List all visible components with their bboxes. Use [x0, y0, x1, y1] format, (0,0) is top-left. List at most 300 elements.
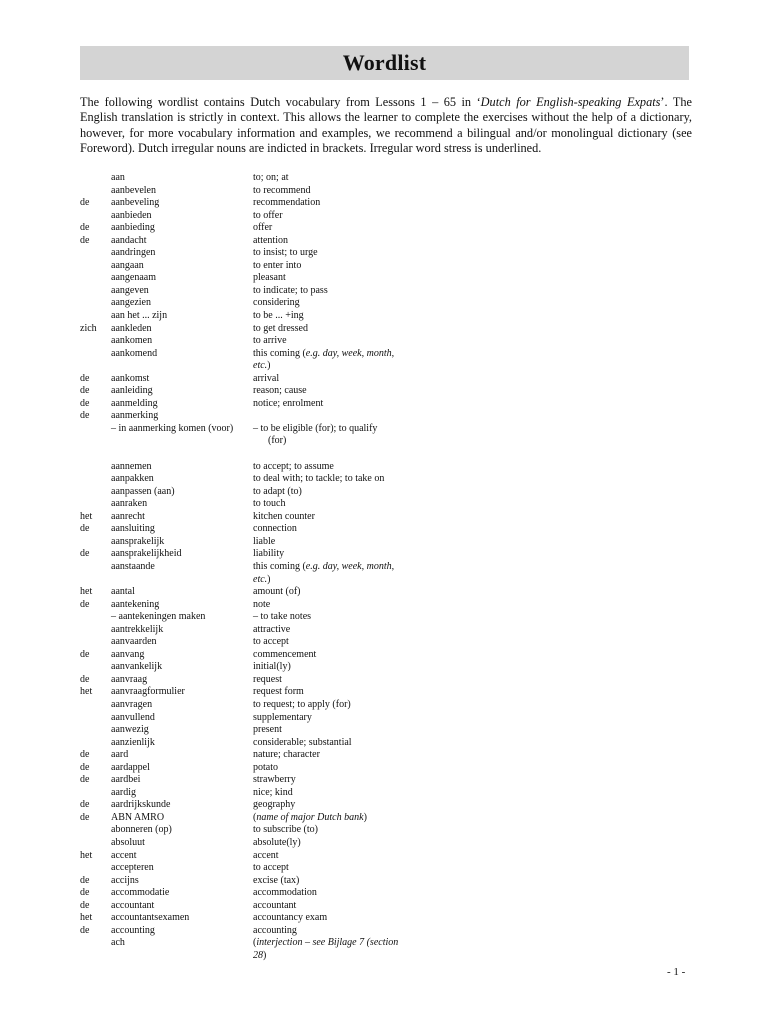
- translation-text: to accept: [253, 862, 289, 874]
- entry-translation: [253, 285, 413, 298]
- entry-article: [80, 724, 111, 737]
- entry-word: accountantsexamen: [111, 912, 190, 924]
- wordlist-entry: [80, 712, 700, 725]
- wordlist-entry: [80, 185, 700, 198]
- entry-translation: [253, 548, 413, 561]
- entry-article: [80, 737, 111, 750]
- wordlist-entry-continuation: [80, 574, 700, 587]
- entry-word: aanvraag: [111, 673, 148, 685]
- translation-text: note: [253, 598, 271, 610]
- wordlist-entry: [80, 323, 700, 336]
- wordlist-entry: [80, 824, 700, 837]
- wordlist-entry: [80, 335, 700, 348]
- entry-article: [80, 699, 111, 712]
- entry-article: [80, 636, 111, 649]
- translation-text: commencement: [253, 648, 317, 660]
- entry-translation: [253, 410, 413, 423]
- entry-translation: [253, 762, 413, 775]
- translation-italic: name of major Dutch bank: [256, 811, 364, 823]
- entry-translation-continued: [253, 950, 413, 963]
- translation-italic: etc.: [253, 360, 268, 372]
- entry-word: – aantekeningen maken: [111, 611, 206, 623]
- wordlist-entry: [80, 787, 700, 800]
- entry-article: [80, 486, 111, 499]
- entry-article: de: [80, 899, 90, 911]
- entry-translation: [253, 812, 413, 825]
- wordlist-entry: [80, 925, 700, 938]
- wordlist-entry: [80, 548, 700, 561]
- entry-word: aansprakelijk: [111, 535, 165, 547]
- entry-translation: [253, 674, 413, 687]
- entry-word: aanbevelen: [111, 184, 156, 196]
- wordlist-entry: [80, 272, 700, 285]
- translation-end: ): [263, 949, 267, 961]
- entry-word: aantrekkelijk: [111, 623, 164, 635]
- entry-translation: [253, 686, 413, 699]
- translation-text: nice; kind: [253, 786, 293, 798]
- translation-text: accountant: [253, 899, 297, 911]
- wordlist-entry: [80, 887, 700, 900]
- entry-article: [80, 824, 111, 837]
- wordlist-entry: [80, 661, 700, 674]
- wordlist-entry: [80, 222, 700, 235]
- translation-text: to subscribe (to): [253, 824, 318, 836]
- entry-translation: [253, 712, 413, 725]
- entry-translation: [253, 210, 413, 223]
- entry-translation: [253, 699, 413, 712]
- entry-translation: [253, 235, 413, 248]
- entry-article: [80, 285, 111, 298]
- wordlist-entry: [80, 373, 700, 386]
- entry-article: het: [80, 510, 93, 522]
- wordlist-entry: [80, 875, 700, 888]
- entry-word-blank: [111, 435, 253, 448]
- translation-text: considerable; substantial: [253, 736, 352, 748]
- wordlist-entry: [80, 799, 700, 812]
- translation-text: present: [253, 724, 282, 736]
- translation-end: ): [267, 573, 271, 585]
- entry-word: aanzienlijk: [111, 736, 155, 748]
- page-title: Wordlist: [342, 50, 427, 75]
- entry-word: aanvraagformulier: [111, 686, 185, 698]
- translation-text: – to take notes: [253, 611, 312, 623]
- entry-article: [80, 335, 111, 348]
- entry-word: aanmelding: [111, 397, 158, 409]
- entry-translation: [253, 423, 413, 436]
- entry-translation: [253, 749, 413, 762]
- translation-text: amount (of): [253, 586, 301, 598]
- entry-translation: [253, 172, 413, 185]
- entry-translation: [253, 875, 413, 888]
- entry-word: ach: [111, 937, 125, 949]
- entry-word: aanmerking: [111, 410, 159, 422]
- entry-word: accommodatie: [111, 887, 170, 899]
- wordlist: [80, 172, 700, 962]
- entry-word: aanbeveling: [111, 197, 160, 209]
- wordlist-entry: [80, 674, 700, 687]
- entry-translation: [253, 498, 413, 511]
- translation-text: to enter into: [253, 259, 302, 271]
- entry-translation: [253, 636, 413, 649]
- translation-text: to insist; to urge: [253, 247, 318, 259]
- entry-article: de: [80, 385, 90, 397]
- translation-end: ): [363, 811, 367, 823]
- wordlist-entry: [80, 749, 700, 762]
- wordlist-entry-continuation: [80, 360, 700, 373]
- translation-text: connection: [253, 523, 297, 535]
- entry-translation: [253, 850, 413, 863]
- entry-translation: [253, 787, 413, 800]
- entry-translation: [253, 511, 413, 524]
- wordlist-entry: [80, 410, 700, 423]
- entry-translation: [253, 348, 413, 361]
- entry-article: de: [80, 372, 90, 384]
- entry-translation: [253, 737, 413, 750]
- entry-translation: [253, 536, 413, 549]
- entry-word: aangezien: [111, 297, 151, 309]
- entry-word: aansprakelijkheid: [111, 548, 182, 560]
- wordlist-entry: [80, 461, 700, 474]
- entry-article-blank: [80, 435, 111, 448]
- wordlist-entry: [80, 210, 700, 223]
- translation-text: recommendation: [253, 197, 321, 209]
- wordlist-entry: [80, 686, 700, 699]
- entry-word: aardig: [111, 786, 136, 798]
- entry-article: [80, 937, 111, 950]
- entry-article: de: [80, 799, 90, 811]
- entry-translation: [253, 799, 413, 812]
- translation-text: to offer: [253, 209, 283, 221]
- entry-translation: [253, 837, 413, 850]
- translation-text: accommodation: [253, 887, 317, 899]
- entry-word-blank: [111, 950, 253, 963]
- entry-word: aankomst: [111, 372, 150, 384]
- entry-translation: [253, 373, 413, 386]
- entry-article: [80, 561, 111, 574]
- entry-article: [80, 536, 111, 549]
- entry-translation-continued: [253, 435, 413, 448]
- wordlist-entry: [80, 611, 700, 624]
- wordlist-entry: [80, 172, 700, 185]
- entry-word: absoluut: [111, 836, 145, 848]
- entry-translation: [253, 335, 413, 348]
- entry-article: [80, 247, 111, 260]
- entry-translation: [253, 824, 413, 837]
- entry-word: aantekening: [111, 598, 160, 610]
- entry-article: [80, 260, 111, 273]
- wordlist-entry: [80, 385, 700, 398]
- entry-translation: [253, 912, 413, 925]
- translation-text: to; on; at: [253, 172, 289, 183]
- translation-italic: interjection – see Bijlage 7 (section: [256, 937, 399, 949]
- entry-word: aanvankelijk: [111, 661, 163, 673]
- entry-article: de: [80, 234, 90, 246]
- entry-translation-continued: [253, 360, 413, 373]
- wordlist-entry: [80, 235, 700, 248]
- entry-word: aankomen: [111, 335, 153, 347]
- entry-article-blank: [80, 950, 111, 963]
- entry-article: de: [80, 673, 90, 685]
- entry-translation: [253, 297, 413, 310]
- entry-word: ABN AMRO: [111, 811, 165, 823]
- entry-word: aankleden: [111, 322, 152, 334]
- translation-text: accent: [253, 849, 279, 861]
- translation-text: this coming (: [253, 560, 306, 572]
- wordlist-entry: [80, 197, 700, 210]
- translation-text: kitchen counter: [253, 510, 315, 522]
- entry-word: aannemen: [111, 460, 152, 472]
- translation-text: request form: [253, 686, 304, 698]
- entry-word: aanraken: [111, 498, 148, 510]
- entry-word: aantal: [111, 586, 135, 598]
- entry-word: aanwezig: [111, 724, 149, 736]
- entry-translation: [253, 185, 413, 198]
- entry-article: het: [80, 912, 93, 924]
- entry-translation: [253, 862, 413, 875]
- entry-translation: [253, 197, 413, 210]
- entry-article: [80, 172, 111, 185]
- wordlist-entry: [80, 473, 700, 486]
- entry-article: [80, 712, 111, 725]
- intro-paragraph: [80, 95, 692, 157]
- translation-text: potato: [253, 761, 278, 773]
- entry-translation: [253, 925, 413, 938]
- wordlist-entry-continuation: [80, 950, 700, 963]
- wordlist-entry: [80, 285, 700, 298]
- entry-translation: [253, 661, 413, 674]
- entry-article: de: [80, 811, 90, 823]
- wordlist-entry: [80, 310, 700, 323]
- translation-italic: etc.: [253, 573, 268, 585]
- entry-article: de: [80, 222, 90, 234]
- entry-translation: [253, 398, 413, 411]
- translation-text: to arrive: [253, 335, 287, 347]
- entry-word: – in aanmerking komen (voor): [111, 422, 234, 434]
- wordlist-entry: [80, 937, 700, 950]
- entry-word: aanbieding: [111, 222, 155, 234]
- wordlist-entry: [80, 523, 700, 536]
- entry-article: de: [80, 761, 90, 773]
- entry-word: aankomend: [111, 347, 158, 359]
- entry-translation: [253, 724, 413, 737]
- wordlist-entry: [80, 762, 700, 775]
- translation-text: (: [253, 811, 257, 823]
- translation-text: this coming (: [253, 347, 306, 359]
- translation-text: (: [253, 937, 257, 949]
- wordlist-entry: [80, 912, 700, 925]
- wordlist-entry: [80, 636, 700, 649]
- entry-article: [80, 611, 111, 624]
- entry-word: aanstaande: [111, 560, 155, 572]
- entry-word-blank: [111, 360, 253, 373]
- translation-text: to get dressed: [253, 322, 308, 334]
- translation-text: liable: [253, 535, 276, 547]
- entry-word: accijns: [111, 874, 139, 886]
- entry-word: accent: [111, 849, 137, 861]
- entry-translation: [253, 611, 413, 624]
- entry-word: accounting: [111, 924, 155, 936]
- translation-text: to touch: [253, 498, 286, 510]
- entry-translation: [253, 523, 413, 536]
- translation-text: pleasant: [253, 272, 286, 284]
- entry-translation: [253, 586, 413, 599]
- entry-article: de: [80, 598, 90, 610]
- entry-article: de: [80, 648, 90, 660]
- entry-article: [80, 498, 111, 511]
- translation-text: to accept: [253, 636, 289, 648]
- intro-text-2: ’. The English translation is strictly in context. This allows the learner to complete the exercises without the help of a dictionary, however, for more vocabulary information and examples, we recommend a bilingual and/or monolingual dictionary (see Foreword). Dutch irregular nouns are indicted in brackets. Irregular word stress is underlined.: [80, 95, 692, 156]
- entry-translation: [253, 247, 413, 260]
- entry-translation: [253, 323, 413, 336]
- translation-text: offer: [253, 222, 273, 234]
- entry-translation: [253, 473, 413, 486]
- wordlist-entry: [80, 737, 700, 750]
- wordlist-entry: [80, 837, 700, 850]
- wordlist-entry: [80, 624, 700, 637]
- entry-translation: [253, 599, 413, 612]
- entry-word: accepteren: [111, 862, 154, 874]
- entry-translation: [253, 561, 413, 574]
- translation-text: to recommend: [253, 184, 311, 196]
- entry-article: het: [80, 586, 93, 598]
- wordlist-entry: [80, 586, 700, 599]
- translation-italic: e.g. day, week, month,: [305, 560, 395, 572]
- entry-article-blank: [80, 360, 111, 373]
- entry-article: de: [80, 887, 90, 899]
- entry-article: de: [80, 749, 90, 761]
- entry-translation: [253, 624, 413, 637]
- entry-article: [80, 297, 111, 310]
- wordlist-entry: [80, 511, 700, 524]
- translation-text: attention: [253, 234, 288, 246]
- translation-text: considering: [253, 297, 300, 309]
- entry-article: [80, 473, 111, 486]
- translation-text: nature; character: [253, 749, 320, 761]
- translation-text: request: [253, 673, 282, 685]
- page-number: - 1 -: [667, 966, 686, 978]
- entry-article: de: [80, 924, 90, 936]
- translation-text: initial(ly): [253, 661, 291, 673]
- translation-text: to be ... +ing: [253, 310, 304, 322]
- translation-text: liability: [253, 548, 285, 560]
- wordlist-entry: [80, 724, 700, 737]
- entry-word: aansluiting: [111, 523, 155, 535]
- entry-word: aardappel: [111, 761, 150, 773]
- translation-text: to deal with; to tackle; to take on: [253, 473, 385, 485]
- entry-article: [80, 348, 111, 361]
- translation-text: absolute(ly): [253, 836, 301, 848]
- wordlist-entry: [80, 699, 700, 712]
- intro-text-1: The following wordlist contains Dutch vocabulary from Lessons 1 – 65 in ‘: [80, 95, 481, 109]
- wordlist-entry-continuation: [80, 435, 700, 448]
- entry-word: aanrecht: [111, 510, 145, 522]
- book-title: Dutch for English-speaking Expats: [480, 95, 661, 109]
- entry-translation-continued: [253, 574, 413, 587]
- entry-word: aanvragen: [111, 698, 153, 710]
- entry-translation: [253, 900, 413, 913]
- entry-word: aardrijkskunde: [111, 799, 171, 811]
- entry-article: [80, 461, 111, 474]
- entry-article: [80, 185, 111, 198]
- wordlist-entry: [80, 862, 700, 875]
- translation-text: (for): [253, 435, 287, 447]
- translation-text: accountancy exam: [253, 912, 328, 924]
- entry-translation: [253, 260, 413, 273]
- entry-article: het: [80, 686, 93, 698]
- translation-text: geography: [253, 799, 296, 811]
- wordlist-entry: [80, 247, 700, 260]
- wordlist-entry: [80, 774, 700, 787]
- wordlist-entry: [80, 561, 700, 574]
- entry-translation: [253, 649, 413, 662]
- wordlist-entry: [80, 423, 700, 436]
- entry-article: [80, 661, 111, 674]
- entry-word: abonneren (op): [111, 824, 172, 836]
- wordlist-entry: [80, 498, 700, 511]
- translation-text: attractive: [253, 623, 291, 635]
- translation-text: reason; cause: [253, 385, 307, 397]
- entry-translation: [253, 887, 413, 900]
- entry-word: aanvaarden: [111, 636, 157, 648]
- wordlist-entry: [80, 850, 700, 863]
- wordlist-entry: [80, 297, 700, 310]
- entry-article: de: [80, 874, 90, 886]
- entry-word: accountant: [111, 899, 155, 911]
- spacer: [80, 448, 700, 461]
- entry-word: aandringen: [111, 247, 156, 259]
- entry-article: [80, 624, 111, 637]
- wordlist-entry: [80, 536, 700, 549]
- entry-translation: [253, 385, 413, 398]
- entry-article: [80, 787, 111, 800]
- entry-article: [80, 423, 111, 436]
- entry-article: [80, 837, 111, 850]
- wordlist-entry: [80, 649, 700, 662]
- entry-word: aanpakken: [111, 473, 154, 485]
- entry-word: aan: [111, 172, 125, 183]
- entry-translation: [253, 222, 413, 235]
- entry-translation: [253, 272, 413, 285]
- translation-text: excise (tax): [253, 874, 300, 886]
- entry-translation: [253, 461, 413, 474]
- entry-word: aardbei: [111, 774, 141, 786]
- wordlist-entry: [80, 260, 700, 273]
- entry-article: de: [80, 197, 90, 209]
- entry-article: de: [80, 523, 90, 535]
- entry-article: [80, 310, 111, 323]
- entry-word: aandacht: [111, 234, 147, 246]
- translation-text: to accept; to assume: [253, 460, 334, 472]
- entry-article: de: [80, 774, 90, 786]
- translation-text: to indicate; to pass: [253, 284, 328, 296]
- entry-article: [80, 862, 111, 875]
- translation-text: accounting: [253, 924, 297, 936]
- wordlist-entry: [80, 486, 700, 499]
- translation-text: strawberry: [253, 774, 296, 786]
- wordlist-entry: [80, 348, 700, 361]
- translation-end: ): [267, 360, 271, 372]
- entry-article: de: [80, 548, 90, 560]
- entry-word: aangenaam: [111, 272, 156, 284]
- translation-text: – to be eligible (for); to qualify: [253, 422, 378, 434]
- wordlist-entry: [80, 398, 700, 411]
- translation-text: to adapt (to): [253, 485, 302, 497]
- entry-article: de: [80, 397, 90, 409]
- title-bar: [80, 46, 689, 80]
- translation-italic: e.g. day, week, month,: [305, 347, 395, 359]
- entry-article: zich: [80, 322, 97, 334]
- translation-text: supplementary: [253, 711, 312, 723]
